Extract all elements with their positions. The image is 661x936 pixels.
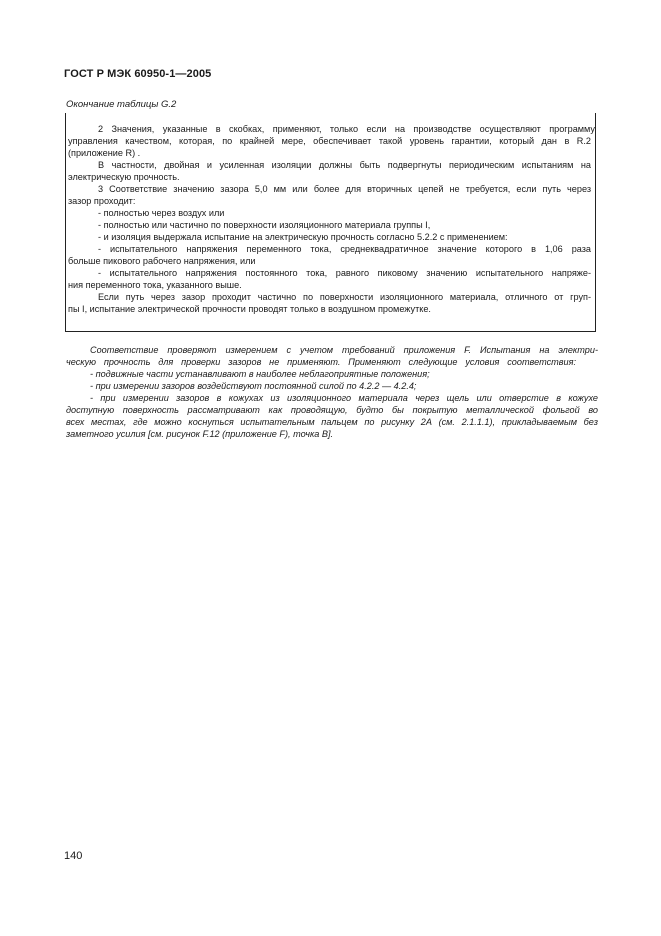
note-line: - и изоляция выдержала испытание на электрическую прочность согласно 5.2.2 с применением: (98, 232, 508, 242)
note-line: В частности, двойная и усиленная изоляции должны быть подвергнуты периодическим испытаниям на (98, 160, 591, 170)
note-line: (приложение R) . (68, 148, 141, 158)
note-line: 3 Соответствие значению зазора 5,0 мм или более для вторичных цепей не требуется, если путь через (98, 184, 591, 194)
note-line: Если путь через зазор проходит частично по поверхности изоляционного материала, отличного от груп- (98, 292, 591, 302)
note-line: - испытательного напряжения постоянного тока, равного пиковому значению испытательного напряже- (98, 268, 591, 278)
note-line: - полностью или частично по поверхности изоляционного материала группы I, (98, 220, 431, 230)
note-line: управления качеством, которая, по крайней мере, обеспечивает такой уровень гарантии, который дан в R.2 (68, 136, 591, 146)
document-header: ГОСТ Р МЭК 60950-1—2005 (64, 68, 212, 80)
body-line: - при измерении зазоров воздействуют постоянной силой по 4.2.2 — 4.2.4; (90, 381, 417, 391)
note-line: - полностью через воздух или (98, 208, 225, 218)
note-line: - испытательного напряжения переменного тока, среднеквадратичное значение которого в 1,06 раза (98, 244, 591, 254)
body-line: ческую прочность для проверки зазоров не применяют. Применяют следующие условия соответствия: (66, 357, 576, 367)
table-note-box (65, 113, 596, 332)
note-line: ния переменного тока, указанного выше. (68, 280, 242, 290)
body-line: - при измерении зазоров в кожухах из изоляционного материала через щель или отверстие в кожухе (90, 393, 598, 403)
body-line: Соответствие проверяют измерением с учетом требований приложения F. Испытания на электри- (90, 345, 598, 355)
note-line: зазор проходит: (68, 196, 136, 206)
body-line: - подвижные части устанавливают в наиболее неблагоприятные положения; (90, 369, 430, 379)
page-number: 140 (64, 850, 83, 862)
note-line: больше пикового рабочего напряжения, или (68, 256, 256, 266)
note-line: электрическую прочность. (68, 172, 180, 182)
body-line: всех местах, где можно коснуться испытательным пальцем по рисунку 2А (см. 2.1.1.1), прикладываемым без (66, 417, 598, 427)
table-continuation-caption: Окончание таблицы G.2 (66, 99, 177, 110)
body-line: доступную поверхность рассматривают как проводящую, будто бы покрытую металлической фольгой во (66, 405, 598, 415)
body-line: заметного усилия [см. рисунок F.12 (приложение F), точка B]. (66, 429, 334, 439)
note-line: 2 Значения, указанные в скобках, применяют, только если на производстве осуществляют программу (98, 124, 595, 134)
note-line: пы I, испытание электрической прочности проводят только в воздушном промежутке. (68, 304, 431, 314)
